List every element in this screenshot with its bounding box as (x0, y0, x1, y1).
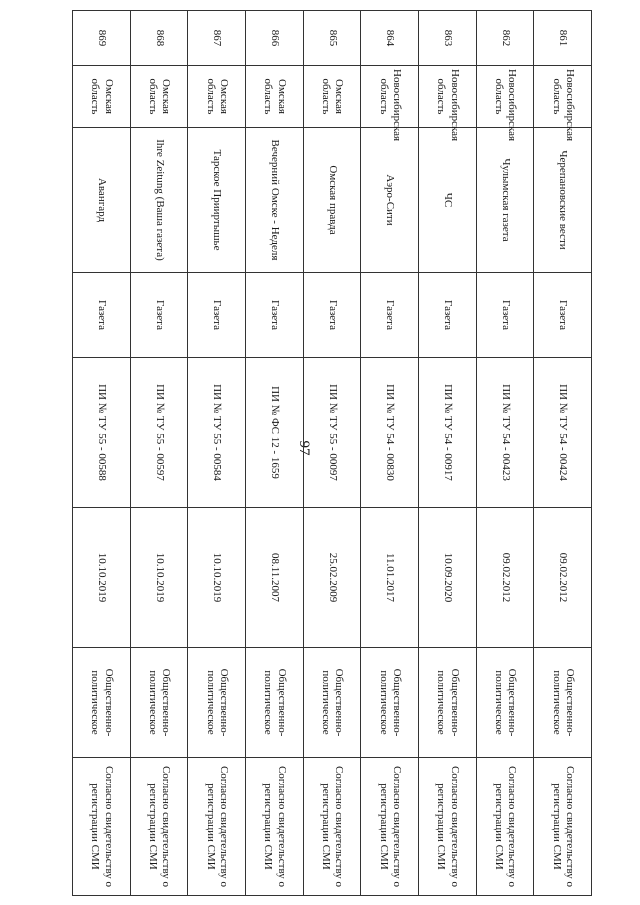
media-type-cell: Газета (130, 273, 188, 358)
license-cell: ПИ № ТУ 54 - 00830 (361, 358, 419, 508)
basis-cell: Согласно свидетельству о регистрации СМИ (361, 758, 419, 896)
license-cell: ПИ № ТУ 54 - 00423 (476, 358, 534, 508)
date-cell: 09.02.2012 (534, 508, 592, 648)
media-type-cell: Газета (534, 273, 592, 358)
date-cell: 25.02.2009 (303, 508, 361, 648)
specialization-cell: Общественно-политическое (419, 648, 477, 758)
basis-cell: Согласно свидетельству о регистрации СМИ (246, 758, 304, 896)
license-cell: ПИ № ТУ 55 - 00097 (303, 358, 361, 508)
rotated-table-wrapper (72, 10, 592, 895)
specialization-cell: Общественно-политическое (246, 648, 304, 758)
row-number: 866 (246, 11, 304, 66)
region-cell: Омская область (130, 66, 188, 128)
row-number: 865 (303, 11, 361, 66)
media-name-cell: Черепановские вести (534, 128, 592, 273)
media-type-cell: Газета (303, 273, 361, 358)
table-row (188, 11, 246, 896)
media-name-cell: Чулымская газета (476, 128, 534, 273)
table-row (303, 11, 361, 896)
license-cell: ПИ № ТУ 55 - 00584 (188, 358, 246, 508)
row-number: 868 (130, 11, 188, 66)
specialization-cell: Общественно-политическое (188, 648, 246, 758)
date-cell: 09.02.2012 (476, 508, 534, 648)
basis-cell: Согласно свидетельству о регистрации СМИ (534, 758, 592, 896)
basis-cell: Согласно свидетельству о регистрации СМИ (476, 758, 534, 896)
media-registry-table (72, 10, 592, 896)
media-name-cell: Омская правда (303, 128, 361, 273)
media-name-cell: Вечерний Омске - Неделя (246, 128, 304, 273)
basis-cell: Согласно свидетельству о регистрации СМИ (130, 758, 188, 896)
media-name-cell: Авангард (73, 128, 131, 273)
specialization-cell: Общественно-политическое (361, 648, 419, 758)
media-name-cell: Тарское Прииртышье (188, 128, 246, 273)
specialization-cell: Общественно-политическое (130, 648, 188, 758)
table-row (361, 11, 419, 896)
region-cell: Омская область (303, 66, 361, 128)
date-cell: 10.09.2020 (419, 508, 477, 648)
table-row (130, 11, 188, 896)
date-cell: 10.10.2019 (130, 508, 188, 648)
specialization-cell: Общественно-политическое (476, 648, 534, 758)
region-cell: Омская область (246, 66, 304, 128)
region-cell: Омская область (73, 66, 131, 128)
date-cell: 10.10.2019 (73, 508, 131, 648)
media-type-cell: Газета (361, 273, 419, 358)
media-type-cell: Газета (419, 273, 477, 358)
row-number: 863 (419, 11, 477, 66)
basis-cell: Согласно свидетельству о регистрации СМИ (73, 758, 131, 896)
region-cell: Новосибирская область (476, 66, 534, 128)
region-cell: Омская область (188, 66, 246, 128)
table-row (73, 11, 131, 896)
row-number: 862 (476, 11, 534, 66)
row-number: 869 (73, 11, 131, 66)
license-cell: ПИ № ФС 12 - 1659 (246, 358, 304, 508)
region-cell: Новосибирская область (361, 66, 419, 128)
date-cell: 10.10.2019 (188, 508, 246, 648)
table-row (246, 11, 304, 896)
media-name-cell: Аэро-Сити (361, 128, 419, 273)
basis-cell: Согласно свидетельству о регистрации СМИ (419, 758, 477, 896)
license-cell: ПИ № ТУ 55 - 00597 (130, 358, 188, 508)
page-number: 97 (296, 440, 312, 456)
license-cell: ПИ № ТУ 54 - 00424 (534, 358, 592, 508)
table-row (476, 11, 534, 896)
date-cell: 11.01.2017 (361, 508, 419, 648)
basis-cell: Согласно свидетельству о регистрации СМИ (188, 758, 246, 896)
license-cell: ПИ № ТУ 55 - 00588 (73, 358, 131, 508)
specialization-cell: Общественно-политическое (534, 648, 592, 758)
media-type-cell: Газета (188, 273, 246, 358)
date-cell: 08.11.2007 (246, 508, 304, 648)
media-name-cell: ЧС (419, 128, 477, 273)
table-row (419, 11, 477, 896)
row-number: 867 (188, 11, 246, 66)
basis-cell: Согласно свидетельству о регистрации СМИ (303, 758, 361, 896)
specialization-cell: Общественно-политическое (303, 648, 361, 758)
license-cell: ПИ № ТУ 54 - 00917 (419, 358, 477, 508)
media-type-cell: Газета (73, 273, 131, 358)
row-number: 864 (361, 11, 419, 66)
media-type-cell: Газета (476, 273, 534, 358)
specialization-cell: Общественно-политическое (73, 648, 131, 758)
table-row (534, 11, 592, 896)
media-type-cell: Газета (246, 273, 304, 358)
media-name-cell: Ihre Zeitung (Ваша газета) (130, 128, 188, 273)
region-cell: Новосибирская область (534, 66, 592, 128)
region-cell: Новосибирская область (419, 66, 477, 128)
row-number: 861 (534, 11, 592, 66)
